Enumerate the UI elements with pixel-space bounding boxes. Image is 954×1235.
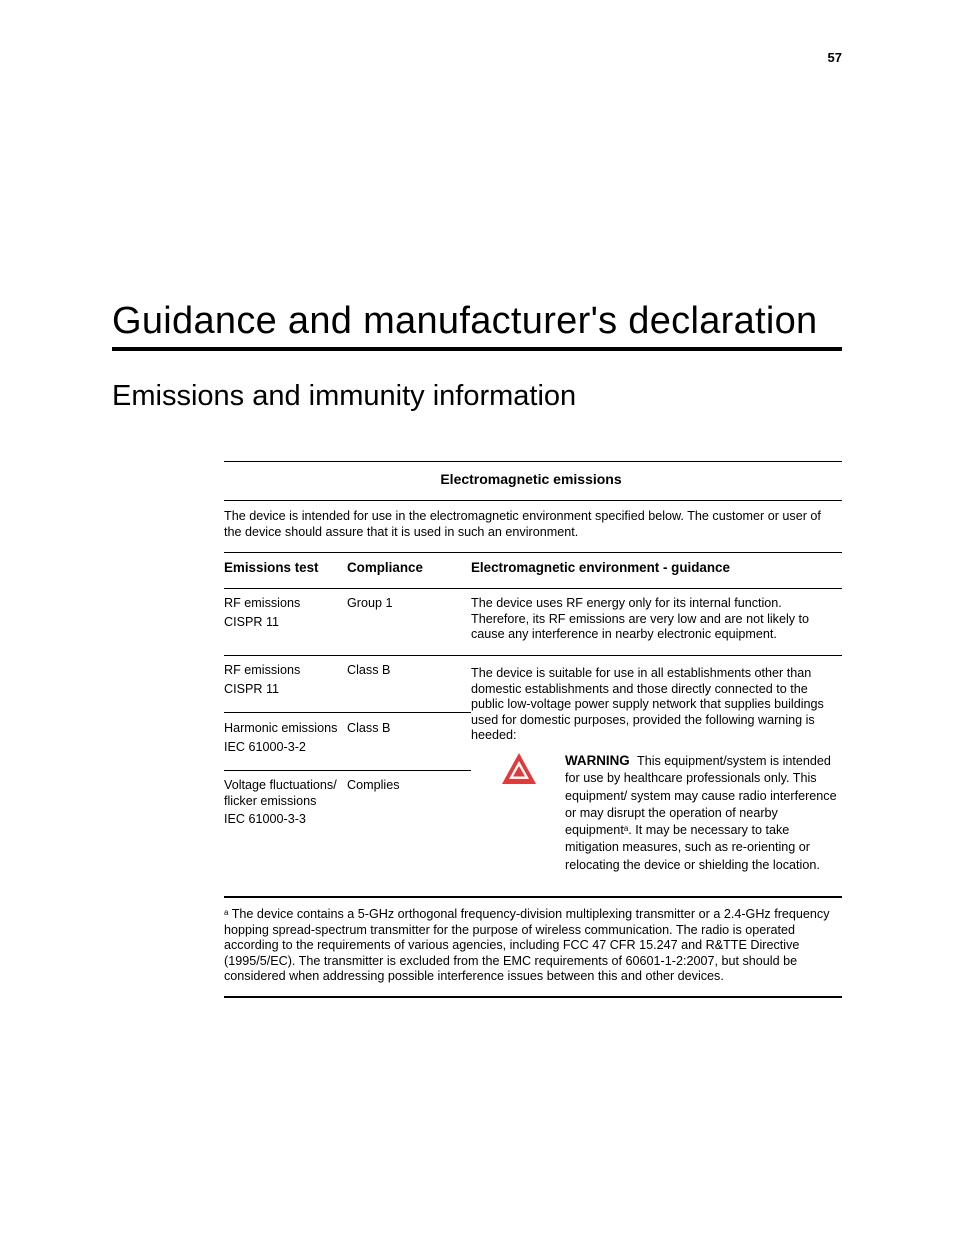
table-body-bottom-rule [224, 896, 842, 898]
col-header-guidance: Electromagnetic environment - guidance [471, 560, 730, 575]
guidance-1: The device uses RF energy only for its internal function. Therefore, its RF emissions are very low and are not likely to cause any interference in nearby electronic equipment. [471, 596, 810, 642]
footnote-marker: a [224, 908, 229, 917]
warning-text-cont: . It may be necessary to take mitigation measures, such as re-orienting or relocating the device or shielding the location. [565, 823, 820, 872]
row2-test [224, 663, 300, 697]
footnote-text: The device contains a 5-GHz orthogonal frequency-division multiplexing transmitter or a 2.4-GHz frequency hopping spread-spectrum transmitter for the purpose of wireless communication. The radio is operated according to the requirements of various agencies, including FCC 47 CFR 15.247 and R&TTE Directive (1995/5/EC). The transmitter is excluded from the EMC requirements of 60601-1-2:2007, but should be considered when addressing possible interference issues between this and other devices. [224, 907, 830, 984]
table-intro: The device is intended for use in the electromagnetic environment specified below. The customer or user of the device should assure that it is used in such an environment. [224, 509, 821, 539]
guidance-2: The device is suitable for use in all establishments other than domestic establishments and those directly connected to the public low-voltage power supply network that supplies buildings used for domestic purposes, provided the following warning is heeded: [471, 666, 824, 743]
row1-test [224, 596, 300, 630]
page-title: Guidance and manufacturer's declaration [112, 300, 818, 342]
table-intro-rule [224, 552, 842, 553]
row1-compliance: Group 1 [347, 596, 393, 610]
row1-test-line1: RF emissions [224, 596, 301, 610]
row2-test-line2: CISPR 11 [224, 681, 280, 696]
row3-test [224, 721, 337, 755]
row3-test-line1: Harmonic emissions [224, 721, 338, 735]
page-number: 57 [827, 50, 842, 65]
col-header-compliance: Compliance [347, 560, 423, 575]
row2-rule [224, 712, 471, 713]
row2-compliance: Class B [347, 663, 391, 677]
row4-test-line2: IEC 61000-3-3 [224, 812, 306, 827]
table-top-rule [224, 461, 842, 462]
col-header-test: Emissions test [224, 560, 319, 575]
row4-test-line1b: flicker emissions [224, 793, 317, 808]
row1-rule [224, 655, 842, 656]
row3-test-line2: IEC 61000-3-2 [224, 739, 306, 754]
table-bottom-rule [224, 996, 842, 998]
warning-footnote-ref: a [623, 824, 629, 834]
row4-compliance: Complies [347, 778, 400, 792]
row2-test-line1: RF emissions [224, 663, 301, 677]
table-heading-rule [224, 500, 842, 501]
table-heading: Electromagnetic emissions [440, 471, 622, 487]
table-footnote [224, 907, 836, 985]
row4-test-line1: Voltage fluctuations/ [224, 778, 337, 792]
warning-block [565, 752, 840, 874]
warning-label: WARNING [565, 753, 630, 768]
title-rule [112, 347, 842, 351]
row4-test [224, 778, 337, 828]
warning-text: This equipment/system is intended for use by healthcare professionals only. This equipment/ system may cause radio interference or may disrupt the operation of nearby equipment [565, 754, 837, 838]
row1-test-line2: CISPR 11 [224, 614, 280, 629]
row3-compliance: Class B [347, 721, 391, 735]
row3-rule [224, 770, 471, 771]
header-rule [224, 588, 842, 589]
section-title: Emissions and immunity information [112, 380, 577, 412]
warning-triangle-icon [500, 751, 538, 787]
